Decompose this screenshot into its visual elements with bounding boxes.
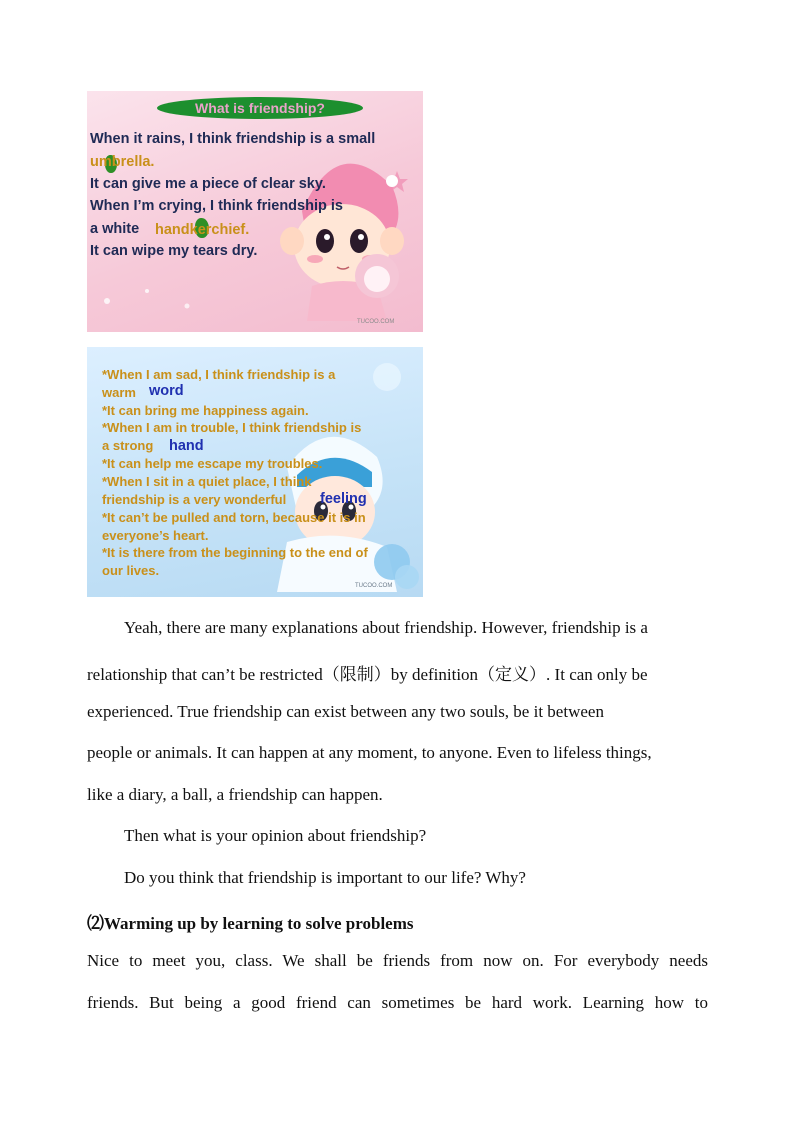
paragraph-1-line-5: like a diary, a ball, a friendship can happen. [87, 785, 383, 804]
question-1: Then what is your opinion about friendship? [124, 826, 427, 845]
watermark: TUCOO.COM [355, 583, 393, 589]
slide-title: What is friendship? [157, 97, 363, 119]
paragraph-2-line-2: friends. But being a good friend can sometimes be hard work. Learning how to [87, 993, 708, 1012]
slide2-line-6: *It can help me escape my troubles. [102, 456, 323, 471]
slide1-keyword-umbrella: umbrella. [90, 154, 155, 170]
slide1-keyword-handkerchief: handkerchief. [155, 222, 250, 238]
paragraph-2-line-1: Nice to meet you, class. We shall be friends from now on. For everybody needs [87, 951, 708, 970]
paragraph-1-line-1: Yeah, there are many explanations about friendship. However, friendship is a [124, 618, 648, 637]
paragraph-1-line-3: experienced. True friendship can exist between any two souls, be it between [87, 702, 604, 721]
slide1-line-3: It can give me a piece of clear sky. [90, 176, 326, 192]
question-2: Do you think that friendship is important to our life? Why? [124, 868, 526, 887]
slide2-line-9: *It can’t be pulled and torn, because it is in [102, 510, 366, 525]
slide-image-friendship-2 [87, 347, 423, 597]
paragraph-1-line-4: people or animals. It can happen at any moment, to anyone. Even to lifeless things, [87, 743, 652, 762]
slide2-line-2: warm [102, 385, 136, 400]
watermark: TUCOO.COM [357, 319, 395, 325]
slide2-line-12: our lives. [102, 563, 160, 578]
section-heading: ⑵Warming up by learning to solve problems [87, 914, 414, 933]
slide2-keyword-hand: hand [169, 438, 204, 454]
slide2-line-4: *When I am in trouble, I think friendship is [102, 420, 362, 435]
slide1-line-1: When it rains, I think friendship is a small [90, 131, 376, 147]
slide2-line-11: *It is there from the beginning to the end of [102, 545, 368, 560]
paragraph-1-line-2: relationship that can’t be restricted（限制）by definition（定义）. It can only be [87, 665, 648, 684]
slide2-line-7: *When I sit in a quiet place, I think [102, 474, 312, 489]
slide2-line-10: everyone’s heart. [102, 528, 209, 543]
slide2-line-8: friendship is a very wonderful [102, 492, 287, 507]
slide2-line-3: *It can bring me happiness again. [102, 403, 309, 418]
slide1-line-7: It can wipe my tears dry. [90, 243, 258, 259]
slide2-line-1: *When I am sad, I think friendship is a [102, 367, 336, 382]
slide2-keyword-word: word [149, 383, 184, 399]
slide1-line-4: When I’m crying, I think friendship is [90, 198, 343, 214]
slide2-keyword-feeling: feeling [320, 491, 367, 507]
slide-image-friendship-1 [87, 91, 423, 332]
slide1-line-5: a white [90, 221, 140, 237]
slide2-line-5: a strong [102, 438, 154, 453]
